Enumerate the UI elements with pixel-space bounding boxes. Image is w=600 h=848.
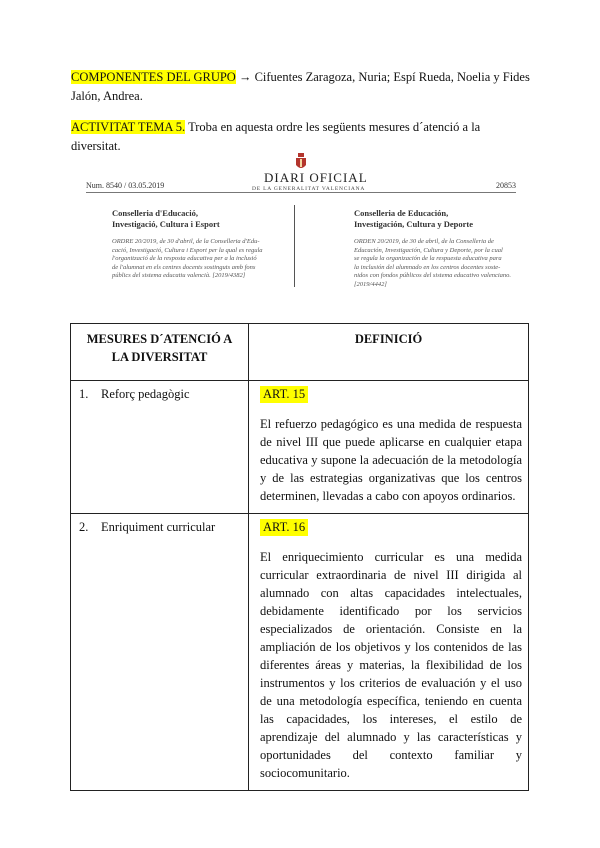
table-row — [71, 381, 529, 514]
header-definition: DEFINICIÓ — [249, 324, 529, 381]
definition-text: El refuerzo pedagógico es una medida de respuesta de nivel III que puede aplicarse en cualquier etapa educativa y supone la adecuación de la metodología y de las estrategias organizativas que los centros determinen, llevadas a cabo con apoyos ordinarios. — [260, 417, 522, 503]
measure-cell — [71, 514, 249, 791]
dogv-subtitle: DE LA GENERALITAT VALENCIANA — [252, 186, 366, 192]
left-body-line: cació, Investigació, Cultura i Esport per la qual es regula — [112, 246, 263, 254]
left-body-line: públics del sistema educatiu valencià. [2019/4382] — [112, 272, 246, 280]
row-index: 1. — [79, 387, 89, 401]
left-inst-line2: Investigació, Cultura i Esport — [112, 219, 220, 229]
article-ref: ART. 16 — [260, 519, 308, 536]
dogv-right-column — [354, 208, 514, 290]
left-body-line: de l'alumnat en els centres docents sostinguts amb fons — [112, 263, 256, 271]
table-row — [71, 514, 529, 791]
arrow-icon: → — [238, 70, 252, 84]
definition-text: El enriquecimiento curricular es una medida curricular extraordinaria de nivel III dirigida al alumnado con altas capacidades intelectuales, debidamente identificado por los servicios especializados de orientación. Consiste en la ampliación de los objetivos y los contenidos de las diferentes áreas y materias, la flexibilidad de los instrumentos y los criterios de evaluación y el uso de una metodología específica, teniendo en cuenta las capacidades, los intereses, el estilo de aprendizaje del alumnado y las características y oportunidades del contexto familiar y sociocomunitario. — [260, 550, 522, 780]
dogv-column-separator — [294, 205, 295, 287]
left-institution — [112, 208, 272, 230]
measure-name: Enriquiment curricular — [101, 520, 216, 534]
table-header-row — [71, 324, 529, 381]
right-body-line: [2019/4442] — [354, 280, 387, 288]
measure-name: Reforç pedagògic — [101, 387, 190, 401]
measure-cell — [71, 381, 249, 514]
right-inst-line2: Investigación, Cultura y Deporte — [354, 219, 473, 229]
measures-table — [70, 323, 529, 791]
dogv-rule — [86, 192, 516, 193]
coat-of-arms-icon — [294, 153, 308, 171]
dogv-title: DIARI OFICIAL — [264, 170, 368, 185]
activity-text: Troba en aquesta ordre les següents mesures d´atenció a la diversitat. — [71, 120, 481, 153]
left-body-line: ORDRE 20/2019, de 30 d'abril, de la Conselleria d'Edu- — [112, 238, 260, 245]
dogv-header-image — [86, 150, 516, 296]
right-body-line: Educación, Investigación, Cultura y Deporte, por la cual — [354, 246, 503, 254]
definition-cell — [249, 381, 529, 514]
left-body-line: l'organització de la resposta educativa per a la inclusió — [112, 255, 257, 263]
group-label: COMPONENTES DEL GRUPO — [71, 70, 236, 84]
right-institution — [354, 208, 514, 230]
row-index: 2. — [79, 520, 89, 534]
dogv-number-date: Num. 8540 / 03.05.2019 — [86, 181, 165, 190]
right-inst-line1: Conselleria de Educación, — [354, 208, 449, 218]
header-measures: MESURES D´ATENCIÓ A LA DIVERSITAT — [71, 324, 249, 381]
right-body-line: la inclusión del alumnado en los centros docentes soste- — [354, 263, 501, 271]
right-body-line: nidos con fondos públicos del sistema educativo valenciano. — [354, 272, 512, 280]
group-members: Cifuentes Zaragoza, Nuria; Espí Rueda, Noelia y Fides Jalón, Andrea. — [71, 70, 530, 103]
definition-cell — [249, 514, 529, 791]
left-inst-line1: Conselleria d'Educació, — [112, 208, 198, 218]
dogv-page-number: 20853 — [496, 181, 516, 190]
left-body — [112, 238, 272, 281]
group-members-line — [71, 68, 531, 106]
article-ref: ART. 15 — [260, 386, 308, 403]
right-body — [354, 238, 514, 290]
right-body-line: ORDEN 20/2019, de 30 de abril, de la Conselleria de — [354, 238, 494, 245]
right-body-line: se regula la organización de la respuesta educativa para — [354, 255, 502, 263]
activity-label: ACTIVITAT TEMA 5. — [71, 120, 186, 134]
dogv-left-column — [112, 208, 272, 281]
